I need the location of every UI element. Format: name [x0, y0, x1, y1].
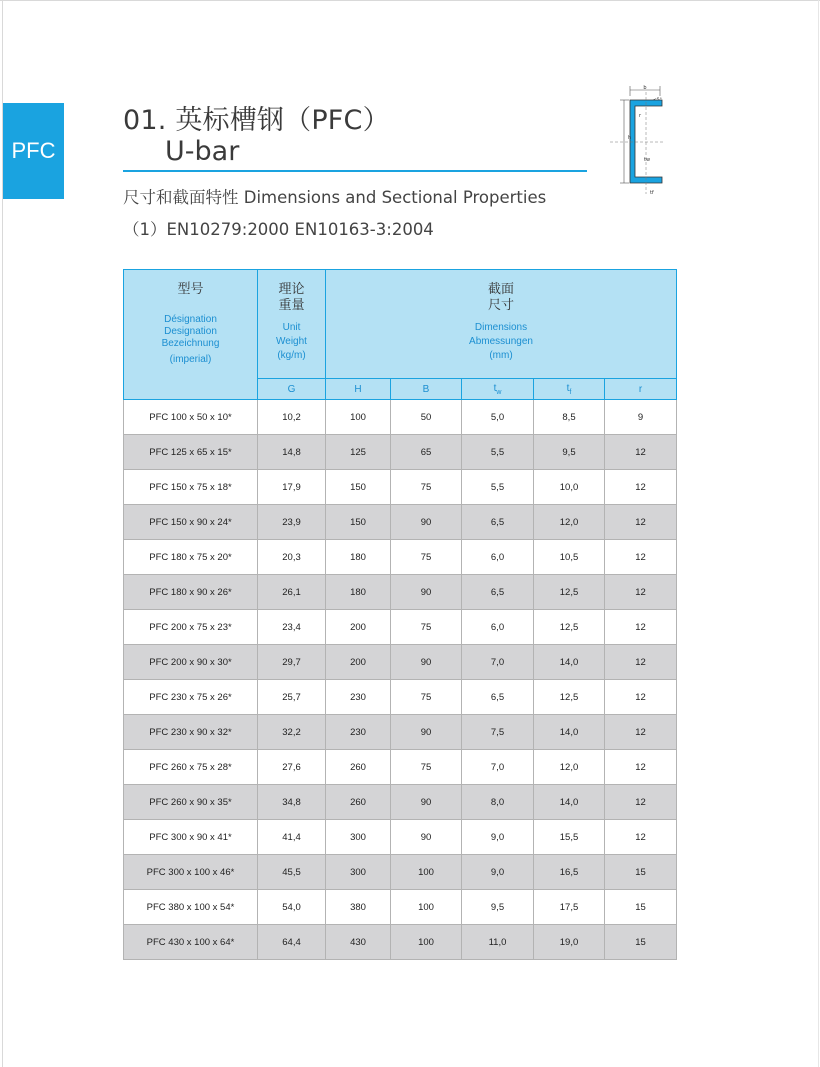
cell-height: 300: [326, 855, 391, 890]
table-row: [124, 610, 677, 645]
cell-width: 65: [391, 435, 462, 470]
table-row: [124, 400, 677, 435]
cell-root-radius: 12: [605, 610, 677, 645]
pfc-dimensions-table: [123, 269, 677, 960]
cell-width: 90: [391, 715, 462, 750]
cell-designation: PFC 260 x 90 x 35*: [124, 785, 258, 820]
cell-height: 430: [326, 925, 391, 960]
cell-unit-weight: 26,1: [258, 575, 326, 610]
cell-height: 260: [326, 750, 391, 785]
cell-height: 180: [326, 575, 391, 610]
page-top-border: [0, 0, 820, 1]
table-row: [124, 575, 677, 610]
cell-height: 150: [326, 505, 391, 540]
subheader-r: r: [605, 379, 677, 400]
page-right-border: [818, 0, 819, 1067]
cell-designation: PFC 380 x 100 x 54*: [124, 890, 258, 925]
header-dimensions-cn-1: 截面: [488, 282, 515, 297]
cell-width: 50: [391, 400, 462, 435]
cell-designation: PFC 150 x 75 x 18*: [124, 470, 258, 505]
cell-height: 125: [326, 435, 391, 470]
page-title-secondary: U-bar: [165, 136, 240, 167]
cell-width: 75: [391, 610, 462, 645]
dim-r-label: r: [639, 113, 642, 119]
cell-unit-weight: 45,5: [258, 855, 326, 890]
cell-web-thickness: 5,5: [462, 435, 534, 470]
title-underline: [123, 170, 587, 172]
cell-designation: PFC 300 x 90 x 41*: [124, 820, 258, 855]
cell-designation: PFC 230 x 75 x 26*: [124, 680, 258, 715]
header-designation-en-4: (imperial): [169, 354, 212, 365]
cell-web-thickness: 9,0: [462, 820, 534, 855]
cell-designation: PFC 430 x 100 x 64*: [124, 925, 258, 960]
cell-designation: PFC 200 x 90 x 30*: [124, 645, 258, 680]
cell-designation: PFC 100 x 50 x 10*: [124, 400, 258, 435]
cell-root-radius: 12: [605, 820, 677, 855]
cell-web-thickness: 6,5: [462, 575, 534, 610]
cell-unit-weight: 25,7: [258, 680, 326, 715]
cell-web-thickness: 8,0: [462, 785, 534, 820]
cell-width: 90: [391, 505, 462, 540]
header-designation: [124, 270, 258, 400]
cell-root-radius: 12: [605, 785, 677, 820]
header-unit-weight: [258, 270, 326, 379]
cell-flange-thickness: 10,0: [534, 470, 605, 505]
cell-width: 100: [391, 855, 462, 890]
cell-web-thickness: 11,0: [462, 925, 534, 960]
table-row: [124, 785, 677, 820]
cell-unit-weight: 10,2: [258, 400, 326, 435]
cell-width: 100: [391, 925, 462, 960]
cell-designation: PFC 180 x 75 x 20*: [124, 540, 258, 575]
cell-unit-weight: 23,9: [258, 505, 326, 540]
cell-unit-weight: 41,4: [258, 820, 326, 855]
cell-flange-thickness: 19,0: [534, 925, 605, 960]
header-designation-en-1: Désignation: [164, 314, 217, 325]
cell-flange-thickness: 15,5: [534, 820, 605, 855]
cell-unit-weight: 34,8: [258, 785, 326, 820]
cell-flange-thickness: 10,5: [534, 540, 605, 575]
cell-width: 100: [391, 890, 462, 925]
cell-flange-thickness: 17,5: [534, 890, 605, 925]
cell-web-thickness: 7,0: [462, 645, 534, 680]
cell-root-radius: 12: [605, 505, 677, 540]
cell-root-radius: 15: [605, 855, 677, 890]
dim-tw-label: tw: [644, 157, 651, 163]
cell-unit-weight: 64,4: [258, 925, 326, 960]
table-row: [124, 890, 677, 925]
cell-flange-thickness: 12,5: [534, 610, 605, 645]
cell-root-radius: 12: [605, 540, 677, 575]
table-row: [124, 470, 677, 505]
header-dimensions-cn-2: 尺寸: [488, 298, 515, 313]
dim-tf-label: tf: [650, 190, 654, 196]
cell-designation: PFC 150 x 90 x 24*: [124, 505, 258, 540]
cell-flange-thickness: 9,5: [534, 435, 605, 470]
cell-root-radius: 12: [605, 575, 677, 610]
cell-flange-thickness: 12,0: [534, 750, 605, 785]
cell-web-thickness: 5,0: [462, 400, 534, 435]
cell-flange-thickness: 12,5: [534, 575, 605, 610]
cell-height: 200: [326, 610, 391, 645]
header-designation-en-2: Designation: [164, 326, 217, 337]
cell-root-radius: 12: [605, 750, 677, 785]
table-row: [124, 750, 677, 785]
channel-section-diagram: [604, 82, 668, 197]
table-row: [124, 855, 677, 890]
section-tab-label: PFC: [11, 138, 56, 163]
cell-root-radius: 12: [605, 645, 677, 680]
header-weight-cn-2: 重量: [278, 298, 305, 313]
cell-unit-weight: 54,0: [258, 890, 326, 925]
table-row: [124, 645, 677, 680]
cell-height: 180: [326, 540, 391, 575]
dim-b-label: b: [643, 85, 647, 91]
cell-unit-weight: 27,6: [258, 750, 326, 785]
cell-web-thickness: 9,5: [462, 890, 534, 925]
cell-width: 75: [391, 470, 462, 505]
cell-flange-thickness: 16,5: [534, 855, 605, 890]
cell-flange-thickness: 14,0: [534, 645, 605, 680]
cell-root-radius: 12: [605, 715, 677, 750]
cell-web-thickness: 5,5: [462, 470, 534, 505]
cell-root-radius: 15: [605, 890, 677, 925]
header-weight-en-1: Unit: [282, 322, 301, 333]
cell-height: 230: [326, 680, 391, 715]
standard-reference: （1）EN10279:2000 EN10163-3:2004: [123, 220, 434, 239]
cell-height: 260: [326, 785, 391, 820]
subheader-tw: $t_w$: [462, 379, 534, 400]
cell-unit-weight: 20,3: [258, 540, 326, 575]
table-row: [124, 435, 677, 470]
cell-height: 300: [326, 820, 391, 855]
table-body: [124, 400, 677, 960]
cell-web-thickness: 6,0: [462, 610, 534, 645]
table-row: [124, 505, 677, 540]
header-dimensions-en-1: Dimensions: [474, 322, 528, 333]
header-dimensions-en-2: Abmessungen: [469, 336, 533, 347]
table-row: [124, 925, 677, 960]
cell-flange-thickness: 14,0: [534, 785, 605, 820]
cell-designation: PFC 200 x 75 x 23*: [124, 610, 258, 645]
cell-width: 75: [391, 680, 462, 715]
cell-web-thickness: 7,0: [462, 750, 534, 785]
subheader-h: H: [326, 379, 391, 400]
cell-web-thickness: 7,5: [462, 715, 534, 750]
cell-width: 90: [391, 645, 462, 680]
cell-width: 90: [391, 785, 462, 820]
header-weight-en-2: Weight: [276, 336, 307, 347]
section-tab-pfc: [3, 103, 64, 199]
header-dimensions-en-3: (mm): [489, 350, 513, 361]
header-weight-cn-1: 理论: [278, 282, 305, 297]
cell-web-thickness: 9,0: [462, 855, 534, 890]
cell-root-radius: 12: [605, 680, 677, 715]
cell-height: 100: [326, 400, 391, 435]
page-subtitle: 尺寸和截面特性 Dimensions and Sectional Properties: [123, 188, 547, 207]
table-row: [124, 820, 677, 855]
cell-root-radius: 12: [605, 435, 677, 470]
subheader-b: B: [391, 379, 462, 400]
cell-unit-weight: 14,8: [258, 435, 326, 470]
cell-designation: PFC 230 x 90 x 32*: [124, 715, 258, 750]
table-row: [124, 540, 677, 575]
cell-height: 230: [326, 715, 391, 750]
cell-flange-thickness: 12,5: [534, 680, 605, 715]
cell-root-radius: 9: [605, 400, 677, 435]
cell-root-radius: 15: [605, 925, 677, 960]
cell-unit-weight: 23,4: [258, 610, 326, 645]
cell-unit-weight: 29,7: [258, 645, 326, 680]
cell-web-thickness: 6,0: [462, 540, 534, 575]
header-designation-cn: 型号: [177, 282, 204, 297]
cell-unit-weight: 17,9: [258, 470, 326, 505]
cell-width: 90: [391, 820, 462, 855]
header-designation-en-3: Bezeichnung: [161, 338, 220, 349]
cell-designation: PFC 125 x 65 x 15*: [124, 435, 258, 470]
cell-flange-thickness: 8,5: [534, 400, 605, 435]
subheader-g: G: [258, 379, 326, 400]
cell-web-thickness: 6,5: [462, 505, 534, 540]
header-weight-en-3: (kg/m): [277, 350, 306, 361]
cell-width: 75: [391, 750, 462, 785]
cell-height: 150: [326, 470, 391, 505]
cell-designation: PFC 180 x 90 x 26*: [124, 575, 258, 610]
cell-width: 90: [391, 575, 462, 610]
cell-designation: PFC 300 x 100 x 46*: [124, 855, 258, 890]
cell-unit-weight: 32,2: [258, 715, 326, 750]
cell-flange-thickness: 14,0: [534, 715, 605, 750]
cell-flange-thickness: 12,0: [534, 505, 605, 540]
cell-width: 75: [391, 540, 462, 575]
cell-web-thickness: 6,5: [462, 680, 534, 715]
cell-height: 380: [326, 890, 391, 925]
subheader-tf: $t_f$: [534, 379, 605, 400]
header-dimensions: [326, 270, 677, 379]
table-row: [124, 715, 677, 750]
cell-designation: PFC 260 x 75 x 28*: [124, 750, 258, 785]
cell-root-radius: 12: [605, 470, 677, 505]
dim-h-label: h: [628, 135, 632, 141]
cell-height: 200: [326, 645, 391, 680]
page-title: 01. 英标槽钢（PFC）: [123, 105, 390, 136]
table-row: [124, 680, 677, 715]
